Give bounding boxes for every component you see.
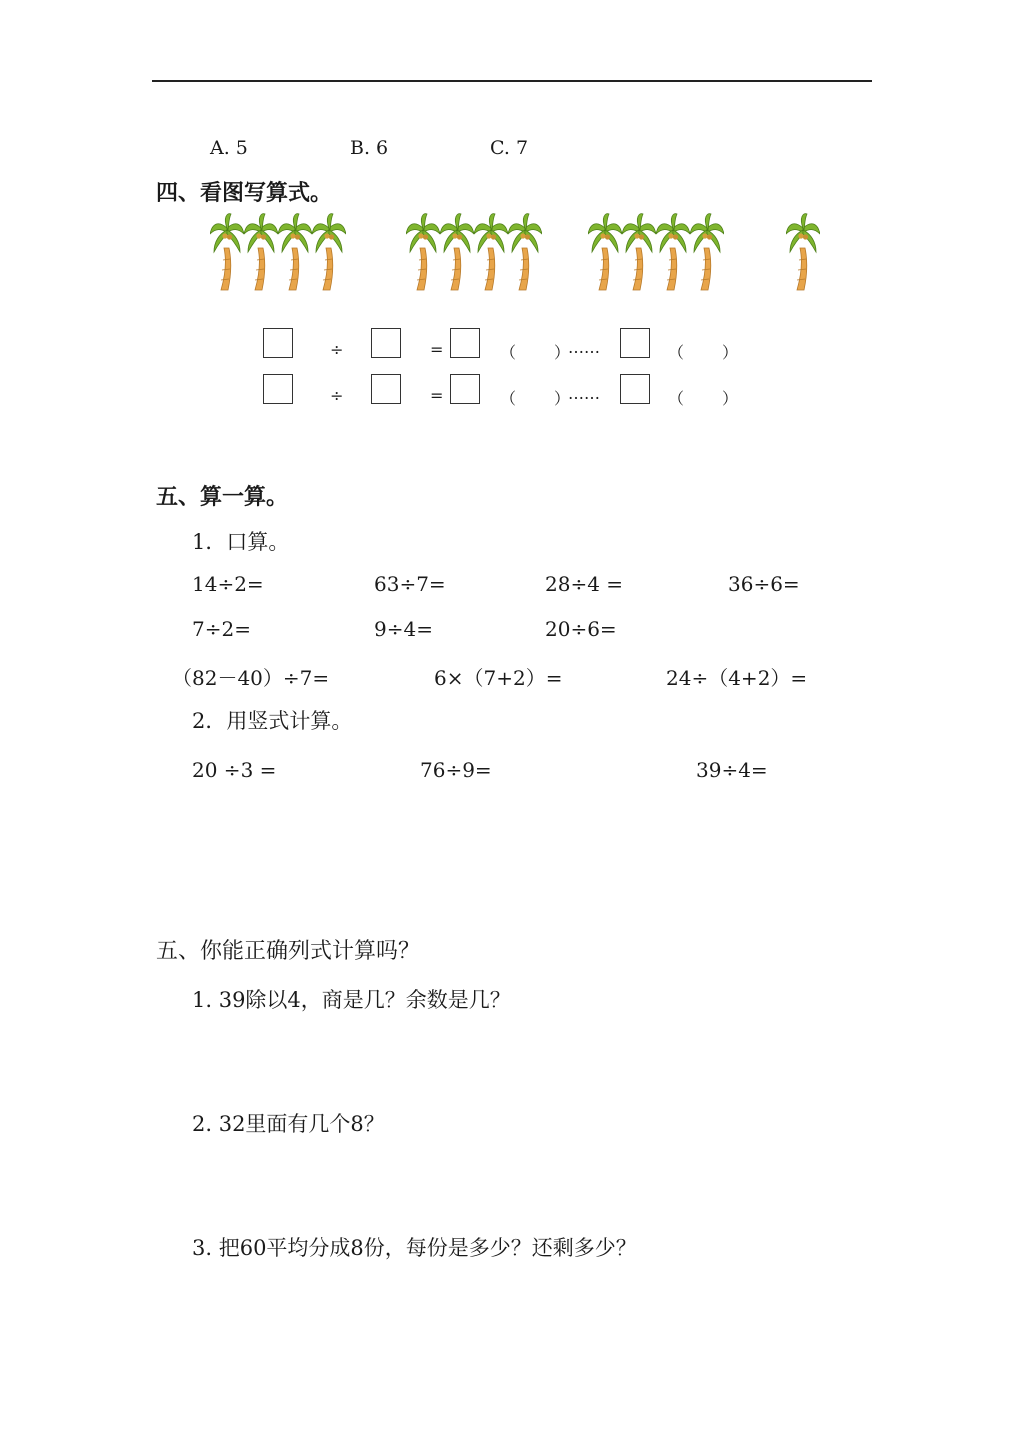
word-problem-2: 2. 32里面有几个8？ — [192, 1112, 385, 1136]
option-a: A. 5 — [210, 137, 248, 159]
palm-tree-icon — [244, 210, 278, 294]
tree-group-2 — [406, 210, 542, 298]
palm-tree-icon — [210, 210, 244, 294]
remainder-dots: …… — [568, 338, 600, 357]
unit-paren[interactable]: （ ） — [668, 343, 741, 362]
unit-paren[interactable]: （ ） — [500, 343, 573, 362]
oral-title: 1．口算。 — [192, 530, 290, 554]
oral-problem: 14÷2= — [192, 572, 264, 596]
answer-box[interactable] — [371, 374, 401, 404]
palm-tree-icon — [786, 210, 820, 294]
answer-box[interactable] — [450, 374, 480, 404]
word-problem-1: 1. 39除以4，商是几？余数是几？ — [192, 988, 511, 1012]
divide-sign: ÷ — [330, 386, 344, 405]
equals-sign: = — [430, 340, 444, 359]
answer-box[interactable] — [263, 328, 293, 358]
palm-tree-icon — [588, 210, 622, 294]
palm-tree-icon — [508, 210, 542, 294]
equals-sign: = — [430, 386, 444, 405]
oral-problem: 9÷4= — [374, 617, 433, 641]
section-5-title: 五、算一算。 — [156, 484, 289, 510]
answer-box[interactable] — [620, 328, 650, 358]
tree-group-1 — [210, 210, 346, 298]
section-6-title: 五、你能正确列式计算吗？ — [156, 939, 421, 964]
oral-problem: 6×（7+2）= — [434, 666, 563, 690]
word-problem-3: 3. 把60平均分成8份，每份是多少？还剩多少？ — [192, 1236, 637, 1260]
answer-box[interactable] — [263, 374, 293, 404]
palm-tree-icon — [622, 210, 656, 294]
answer-box[interactable] — [371, 328, 401, 358]
palm-tree-icon — [278, 210, 312, 294]
palm-tree-icon — [312, 210, 346, 294]
vertical-title: 2．用竖式计算。 — [192, 709, 353, 733]
answer-box[interactable] — [620, 374, 650, 404]
oral-problem: （82－40）÷7= — [172, 666, 330, 690]
header-rule — [152, 80, 872, 82]
palm-tree-icon — [656, 210, 690, 294]
oral-problem: 24÷（4+2）= — [666, 666, 808, 690]
oral-problem: 36÷6= — [728, 572, 800, 596]
palm-tree-icon — [690, 210, 724, 294]
vertical-problem: 20 ÷3 = — [192, 758, 277, 782]
section-4-title: 四、看图写算式。 — [156, 180, 333, 206]
tree-group-3 — [588, 210, 724, 298]
option-b: B. 6 — [350, 137, 389, 159]
palm-tree-icon — [440, 210, 474, 294]
palm-tree-icon — [406, 210, 440, 294]
answer-box[interactable] — [450, 328, 480, 358]
vertical-problem: 39÷4= — [696, 758, 768, 782]
oral-problem: 28÷4 = — [545, 572, 624, 596]
oral-problem: 20÷6= — [545, 617, 617, 641]
remainder-dots: …… — [568, 384, 600, 403]
vertical-problem: 76÷9= — [420, 758, 492, 782]
unit-paren[interactable]: （ ） — [668, 389, 741, 408]
divide-sign: ÷ — [330, 340, 344, 359]
oral-problem: 7÷2= — [192, 617, 251, 641]
unit-paren[interactable]: （ ） — [500, 389, 573, 408]
option-c: C. 7 — [490, 137, 529, 159]
oral-problem: 63÷7= — [374, 572, 446, 596]
palm-tree-icon — [474, 210, 508, 294]
tree-group-4 — [786, 210, 820, 298]
